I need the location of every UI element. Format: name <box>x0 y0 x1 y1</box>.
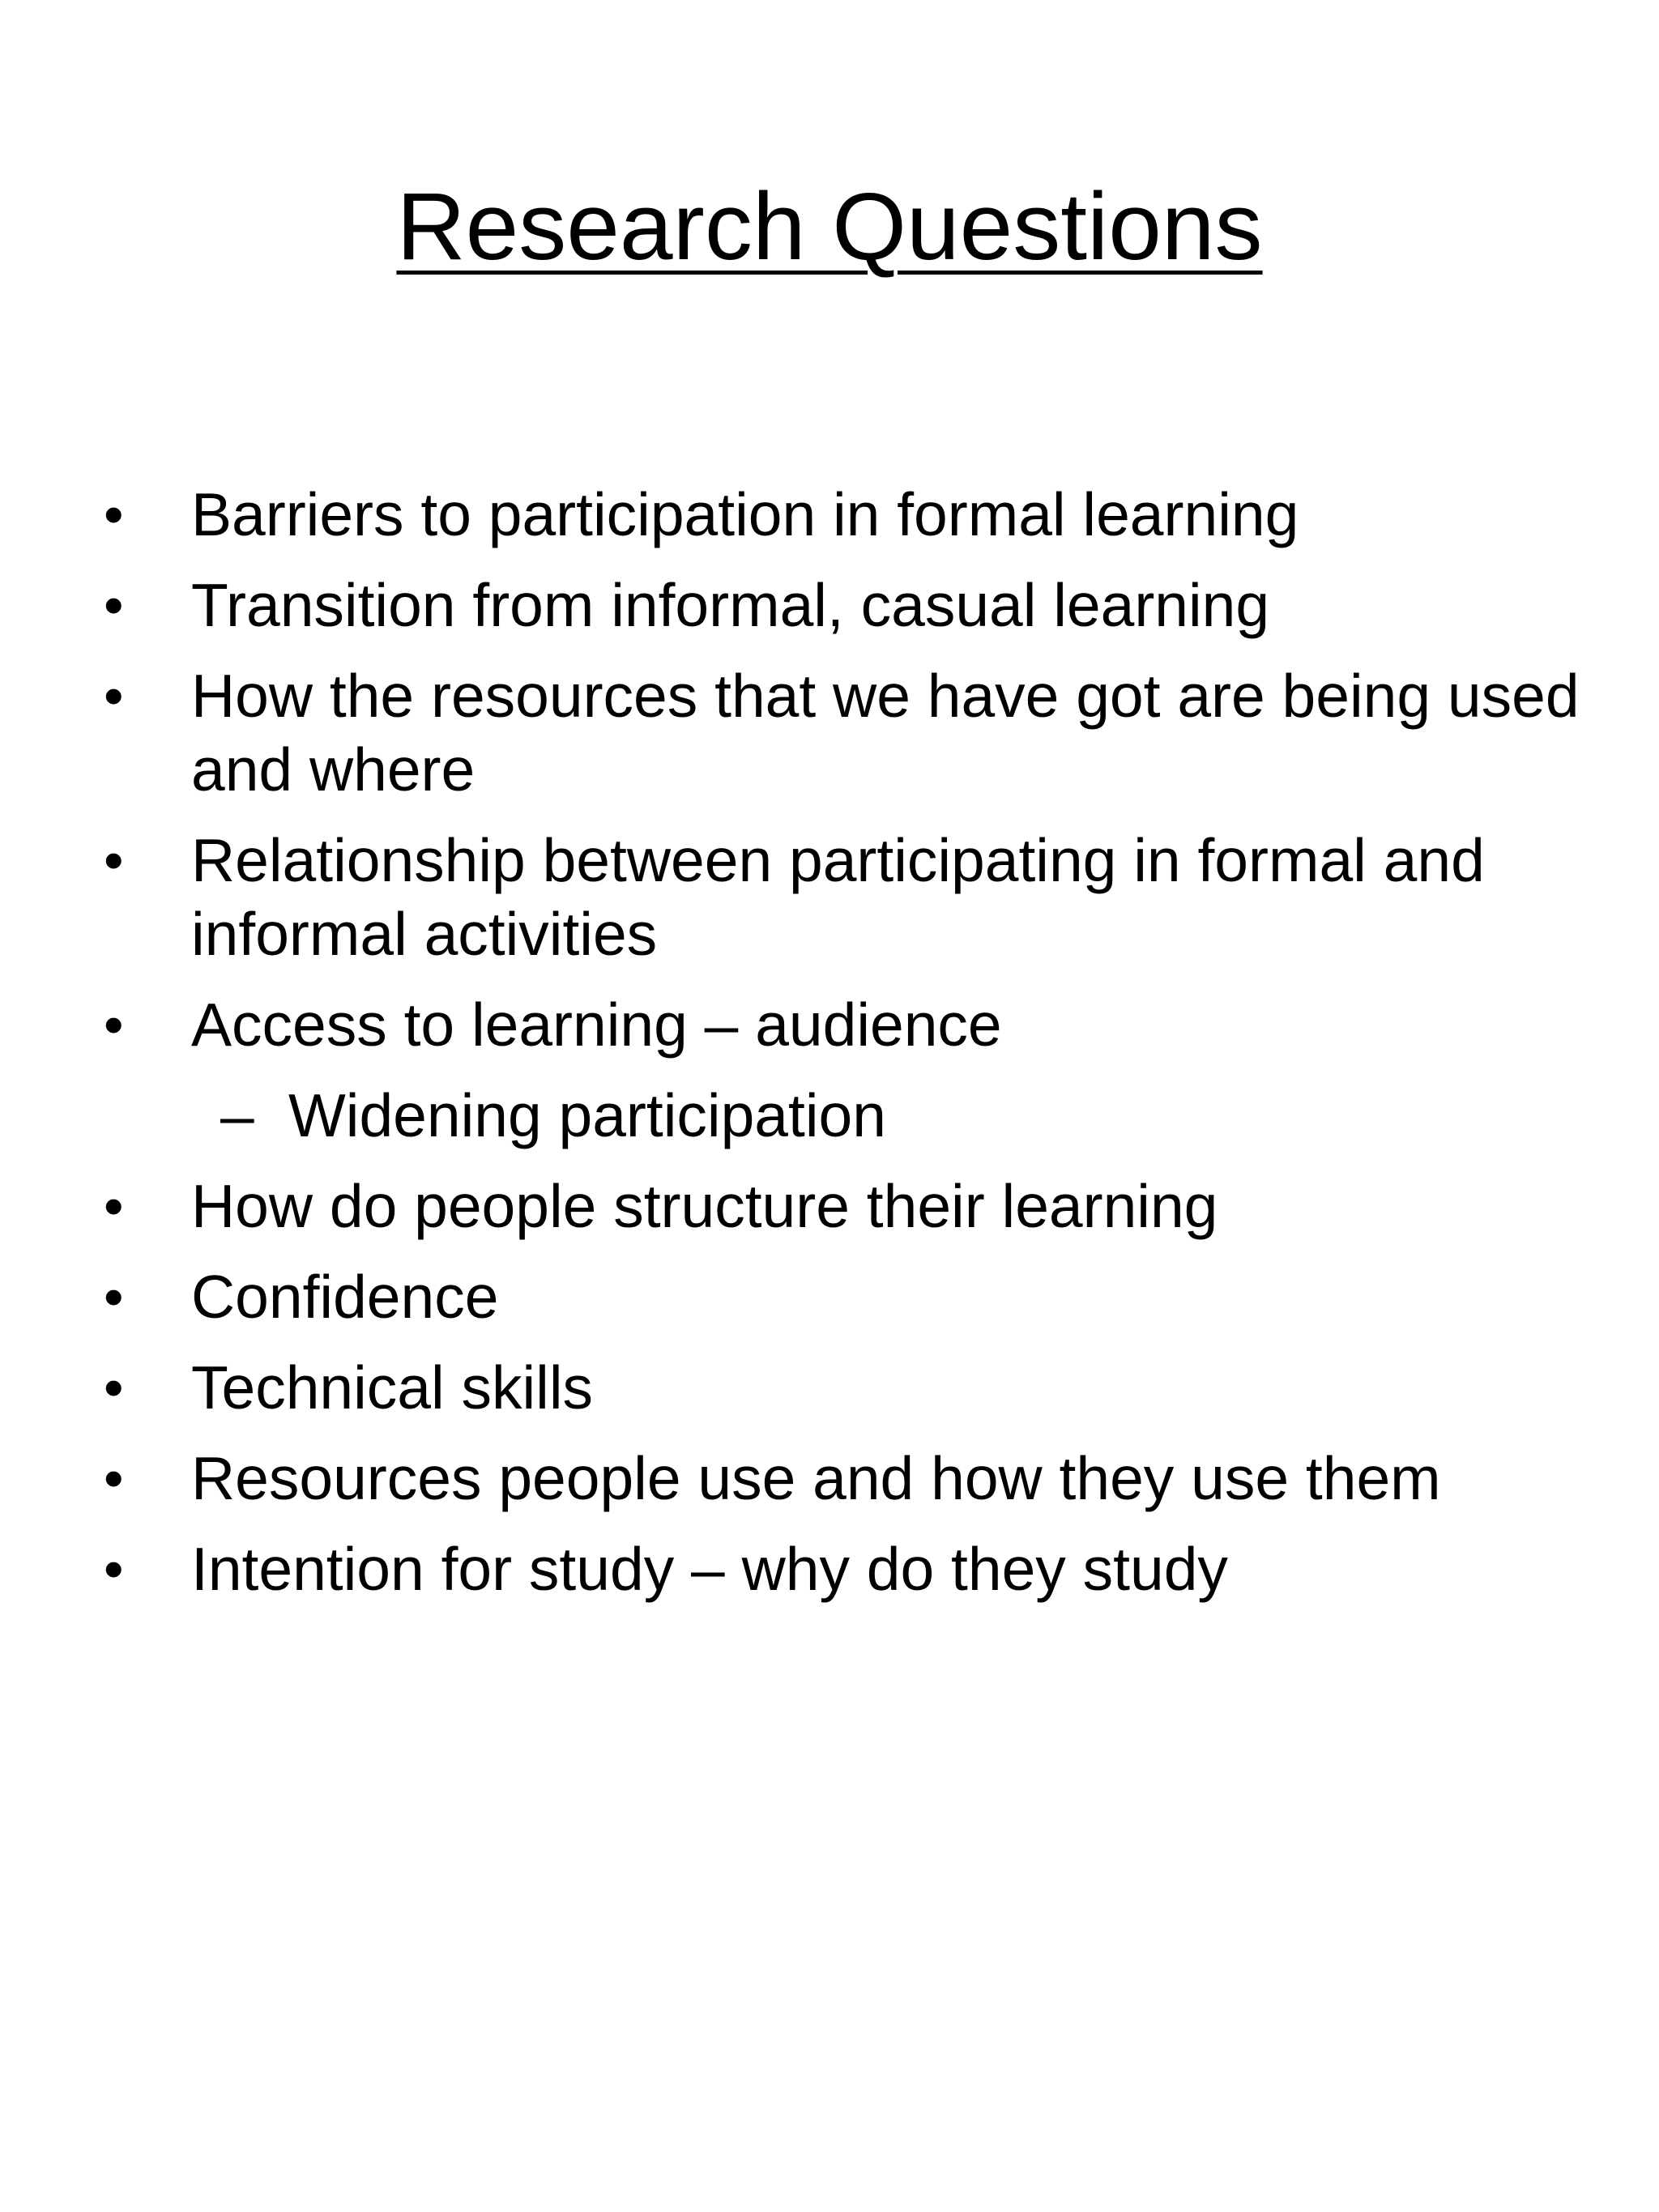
bullet-text: Intention for study – why do they study <box>191 1535 1228 1603</box>
bullet-item <box>0 1260 1659 1334</box>
bullet-text: Confidence <box>191 1263 499 1331</box>
bullet-text: Resources people use and how they use them <box>191 1444 1441 1512</box>
bullet-marker: • <box>104 573 124 637</box>
bullet-item <box>0 1170 1659 1243</box>
bullet-text: How do people structure their learning <box>191 1172 1218 1240</box>
bullet-text: Technical skills <box>191 1353 593 1421</box>
sub-bullet-marker: – <box>220 1081 254 1149</box>
bullet-marker: • <box>104 664 124 727</box>
bullet-item <box>0 1442 1659 1515</box>
sub-bullet-text: Widening participation <box>288 1081 886 1149</box>
bullet-item <box>0 1351 1659 1425</box>
bullet-marker: • <box>104 1265 124 1328</box>
bullet-marker: • <box>104 829 124 892</box>
bullet-item <box>0 659 1659 807</box>
bullet-marker: • <box>104 1537 124 1600</box>
bullet-marker: • <box>104 1174 124 1238</box>
bullet-marker: • <box>104 993 124 1056</box>
bullet-marker: • <box>104 1447 124 1510</box>
bullet-text: Transition from informal, casual learning <box>191 571 1270 639</box>
bullet-text: Barriers to participation in formal learning <box>191 480 1299 548</box>
bullet-item <box>0 569 1659 642</box>
slide-title: Research Questions <box>396 173 1263 280</box>
bullet-item <box>0 824 1659 971</box>
bullet-item <box>0 1532 1659 1606</box>
bullet-marker: • <box>104 1356 124 1419</box>
sub-bullet-item <box>0 1079 1659 1153</box>
bullet-item <box>0 988 1659 1062</box>
bullet-item <box>0 478 1659 552</box>
bullet-marker: • <box>104 483 124 546</box>
bullet-text: How the resources that we have got are being used and where <box>191 662 1580 803</box>
bullet-text: Relationship between participating in formal and informal activities <box>191 826 1485 968</box>
bullet-list <box>0 478 1659 1623</box>
bullet-text: Access to learning – audience <box>191 991 1002 1059</box>
